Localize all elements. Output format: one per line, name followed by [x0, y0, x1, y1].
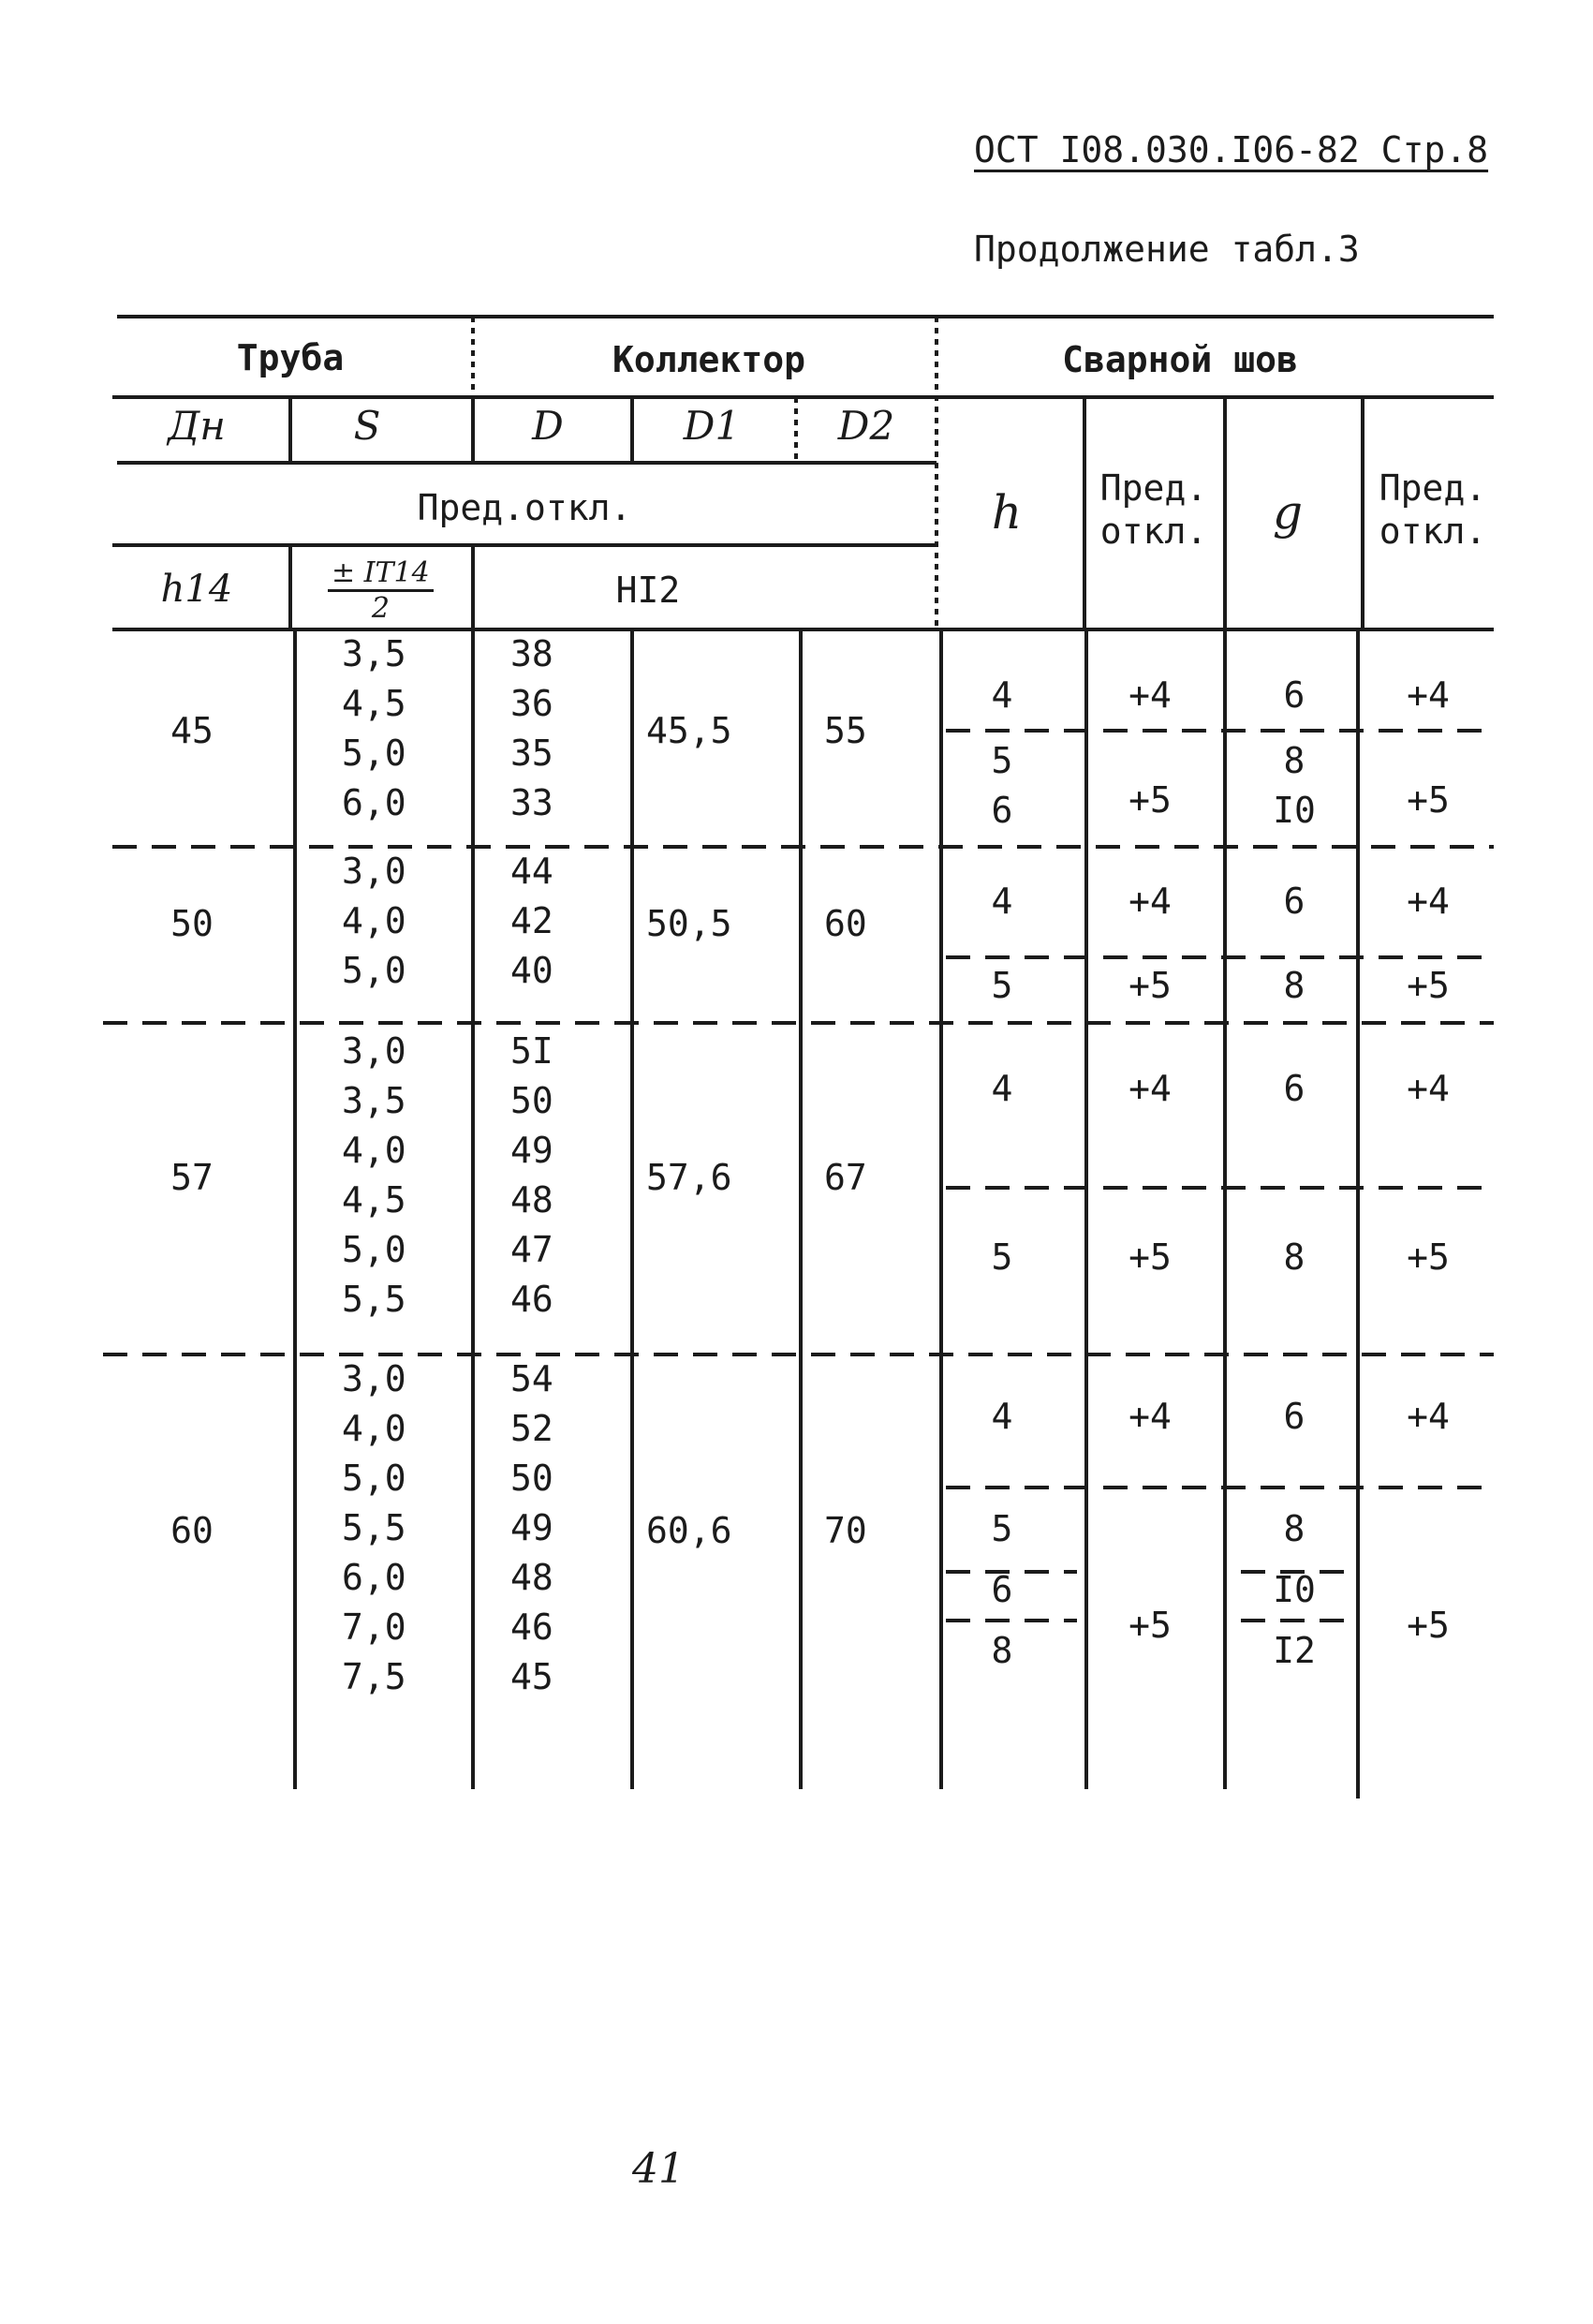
cell-g: I0 [1273, 1569, 1316, 1610]
cell-s: 5,5 [342, 1507, 406, 1548]
cell-d2: 67 [824, 1157, 867, 1198]
cell-h: 6 [991, 790, 1013, 831]
cell-d: 50 [510, 1080, 553, 1121]
cell-s: 6,0 [342, 1557, 406, 1598]
cell-d: 40 [510, 950, 553, 991]
cell-s: 3,5 [342, 1080, 406, 1121]
cell-s: 3,0 [342, 851, 406, 892]
cell-d: 48 [510, 1557, 553, 1598]
table-continuation-label: Продолжение табл.3 [974, 229, 1360, 270]
cell-h: 5 [991, 1508, 1013, 1549]
cell-s: 4,5 [342, 683, 406, 724]
cell-d: 42 [510, 900, 553, 941]
cell-g: 6 [1283, 1396, 1305, 1437]
cell-h-tol: +5 [1128, 1604, 1172, 1646]
cell-d: 50 [510, 1458, 553, 1499]
cell-d2: 60 [824, 902, 867, 944]
cell-d: 46 [510, 1606, 553, 1648]
cell-g-tol: +4 [1407, 1068, 1450, 1109]
cell-g-tol: +4 [1407, 674, 1450, 716]
cell-h: 4 [991, 674, 1013, 716]
cell-h: 4 [991, 1068, 1013, 1109]
symbol-h: h [991, 485, 1023, 540]
cell-h: 5 [991, 965, 1013, 1006]
tol-s [328, 556, 434, 625]
weld-tol-header-h [1100, 466, 1207, 553]
cell-g: 6 [1283, 881, 1305, 922]
group-weld: Сварной шов [1062, 339, 1298, 380]
weld-tol-header-g [1379, 466, 1486, 553]
weld-tol-line-2: откл. [1379, 511, 1487, 552]
cell-g-tol: +5 [1407, 1236, 1450, 1278]
cell-d: 49 [510, 1130, 553, 1171]
cell-d: 44 [510, 851, 553, 892]
cell-dn: 45 [170, 710, 214, 751]
cell-g: 8 [1283, 965, 1305, 1006]
cell-dn: 57 [170, 1157, 214, 1198]
tolerance-label: Пред.откл. [417, 487, 632, 528]
cell-s: 5,0 [342, 1229, 406, 1270]
cell-h-tol: +4 [1128, 674, 1172, 716]
cell-d: 46 [510, 1279, 553, 1320]
cell-s: 3,0 [342, 1030, 406, 1072]
cell-d: 45 [510, 1656, 553, 1697]
cell-d: 36 [510, 683, 553, 724]
cell-h: 4 [991, 881, 1013, 922]
cell-d: 49 [510, 1507, 553, 1548]
cell-d1: 60,6 [646, 1509, 732, 1551]
symbol-d1: D1 [683, 403, 741, 449]
cell-s: 7,5 [342, 1656, 406, 1697]
cell-h-tol: +5 [1128, 778, 1172, 821]
cell-dn: 50 [170, 902, 214, 944]
symbol-g: g [1272, 485, 1304, 540]
symbol-d2: D2 [837, 403, 895, 449]
cell-d1: 45,5 [646, 710, 732, 751]
cell-d: 38 [510, 633, 553, 674]
cell-d1: 57,6 [646, 1157, 732, 1198]
cell-s: 4,0 [342, 1408, 406, 1449]
cell-g: 8 [1283, 1236, 1305, 1278]
cell-h-tol: +4 [1128, 1396, 1172, 1437]
cell-g-tol: +5 [1407, 778, 1450, 821]
cell-h: 6 [991, 1569, 1013, 1610]
cell-s: 3,0 [342, 1358, 406, 1399]
cell-s: 5,0 [342, 950, 406, 991]
cell-g: I2 [1273, 1630, 1316, 1671]
tol-s-den: 2 [371, 592, 390, 625]
group-collector: Коллектор [612, 339, 805, 380]
cell-d: 48 [510, 1179, 553, 1221]
cell-h: 5 [991, 740, 1013, 781]
cell-h-tol: +4 [1128, 881, 1172, 922]
weld-tol-line-1: Пред. [1379, 467, 1487, 509]
cell-d: 5I [510, 1030, 553, 1072]
cell-d: 54 [510, 1358, 553, 1399]
cell-d2: 70 [824, 1509, 867, 1551]
cell-s: 5,0 [342, 1458, 406, 1499]
cell-d: 33 [510, 782, 553, 823]
cell-s: 3,5 [342, 633, 406, 674]
cell-dn: 60 [170, 1509, 214, 1551]
cell-s: 5,5 [342, 1279, 406, 1320]
cell-h-tol: +5 [1128, 1236, 1172, 1278]
cell-s: 4,0 [342, 900, 406, 941]
symbol-dn: Дн [168, 403, 226, 449]
tol-collector: HI2 [615, 570, 681, 611]
cell-h: 4 [991, 1396, 1013, 1437]
symbol-s: S [353, 403, 381, 449]
cell-d: 35 [510, 733, 553, 774]
weld-tol-line-2: откл. [1099, 511, 1208, 552]
cell-g-tol: +5 [1407, 965, 1450, 1006]
cell-s: 6,0 [342, 782, 406, 823]
cell-d: 52 [510, 1408, 553, 1449]
cell-s: 4,5 [342, 1179, 406, 1221]
cell-g-tol: +5 [1407, 1604, 1450, 1646]
cell-h: 5 [991, 1236, 1013, 1278]
cell-d1: 50,5 [646, 902, 732, 944]
cell-h-tol: +4 [1128, 1068, 1172, 1109]
tol-dn: h14 [160, 568, 233, 611]
symbol-d: D [532, 403, 564, 449]
cell-g: 8 [1283, 1508, 1305, 1549]
tol-s-main: ± IT14 [328, 556, 434, 592]
cell-g: 6 [1283, 674, 1305, 716]
cell-g: 6 [1283, 1068, 1305, 1109]
cell-g: 8 [1283, 740, 1305, 781]
cell-s: 7,0 [342, 1606, 406, 1648]
page-number: 41 [632, 2145, 685, 2193]
cell-g: I0 [1273, 790, 1316, 831]
cell-g-tol: +4 [1407, 1396, 1450, 1437]
cell-h-tol: +5 [1128, 965, 1172, 1006]
cell-d: 47 [510, 1229, 553, 1270]
cell-h: 8 [991, 1630, 1013, 1671]
weld-tol-line-1: Пред. [1099, 467, 1208, 509]
cell-g-tol: +4 [1407, 881, 1450, 922]
cell-d2: 55 [824, 710, 867, 751]
cell-s: 4,0 [342, 1130, 406, 1171]
cell-s: 5,0 [342, 733, 406, 774]
group-pipe: Труба [236, 337, 345, 378]
document-code: ОСТ I08.030.I06-82 Стр.8 [974, 129, 1489, 170]
